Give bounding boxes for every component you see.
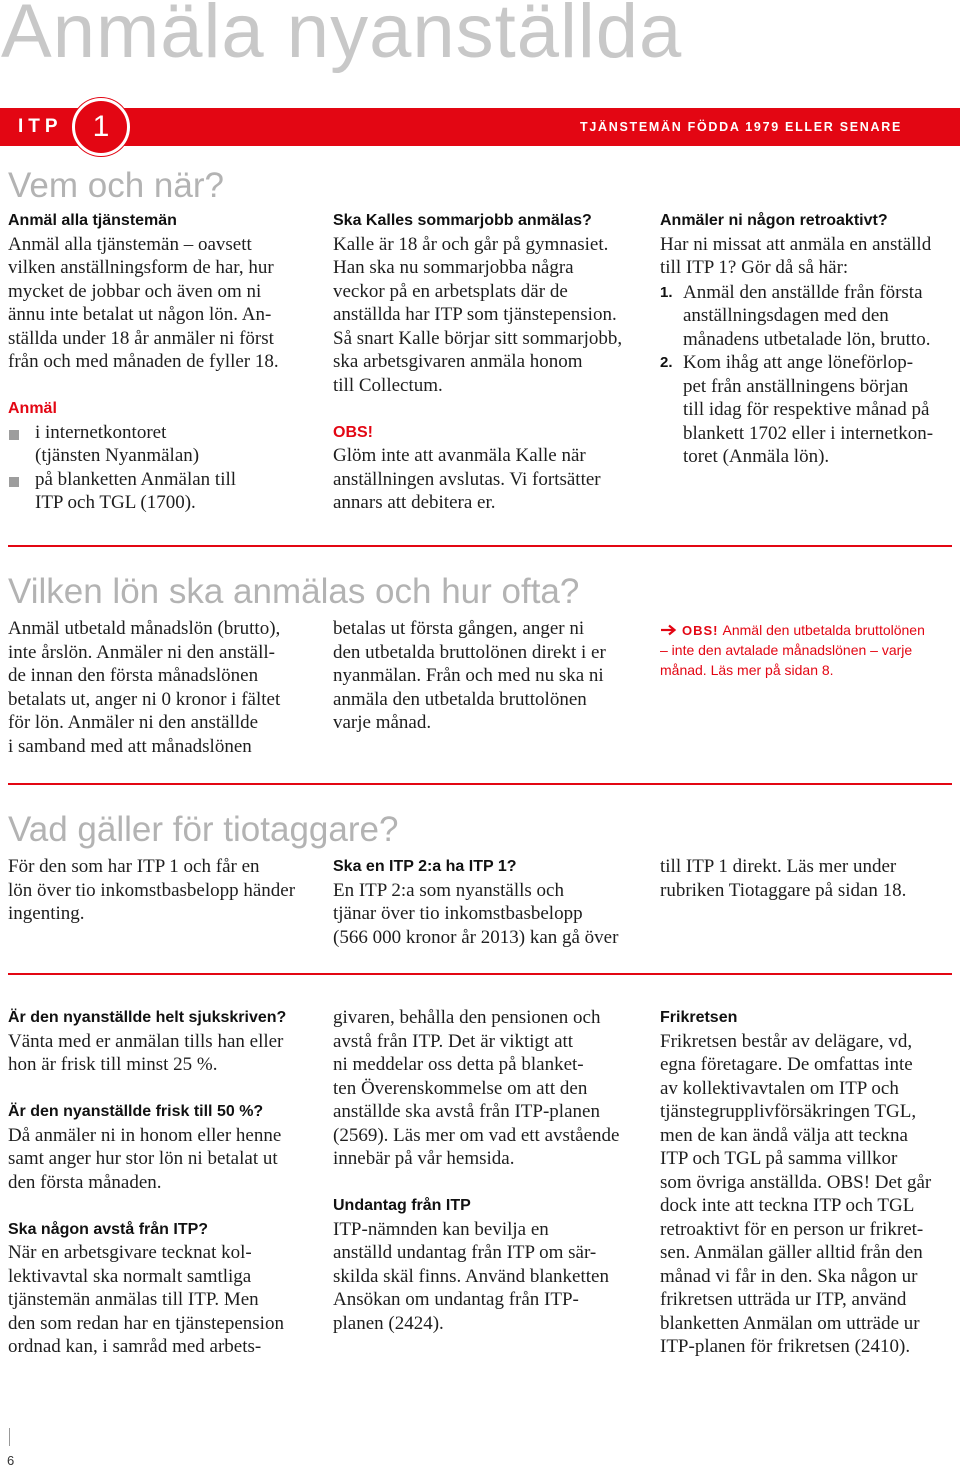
- plan-banner: [0, 108, 960, 146]
- bullet-item: [8, 421, 308, 468]
- block-heading: Ska någon avstå från ITP?: [8, 1220, 209, 1238]
- text-line: anställd undantag från ITP om sär-: [333, 1242, 597, 1263]
- text-line: Vänta med er anmälan tills han eller: [8, 1030, 284, 1052]
- block-heading: Anmäler ni någon retroaktivt?: [660, 212, 888, 229]
- column-3: [660, 855, 955, 902]
- text-line: anställningen avslutas. Vi fortsätter: [333, 468, 601, 490]
- page-title: Anmäla nyanställda: [1, 0, 683, 74]
- column-2: [333, 1006, 633, 1335]
- text-line: den som redan har en tjänstepension: [8, 1312, 284, 1334]
- page-marker-line: [9, 1428, 10, 1446]
- text-line: blanketten Anmälan om utträde ur: [660, 1312, 920, 1334]
- text-line: men de kan ändå välja att teckna: [660, 1124, 908, 1146]
- text-block: [660, 209, 955, 469]
- text-block: [660, 855, 955, 902]
- text-block: [333, 617, 633, 735]
- text-line: samt anger hur stor lön ni betalat ut: [8, 1148, 278, 1169]
- column-1: [8, 209, 308, 515]
- text-line: vilken anställningsform de har, hur: [8, 257, 274, 278]
- text-block: [8, 397, 308, 515]
- text-block: [8, 855, 308, 926]
- text-line: lön över tio inkomstbasbelopp händer: [8, 879, 296, 901]
- note-line: [660, 620, 955, 640]
- text-line: ITP och TGL på samma villkor: [660, 1148, 898, 1169]
- text-line: innebär på vår hemsida.: [333, 1148, 515, 1169]
- text-line: den första månaden.: [8, 1171, 162, 1193]
- plan-number-badge: 1: [72, 98, 130, 156]
- section-heading: Vilken lön ska anmälas och hur ofta?: [8, 572, 580, 611]
- text-line: (566 000 kronor år 2013) kan gå över: [333, 926, 619, 948]
- text-line: Har ni missat att anmäla en anställd: [660, 233, 932, 255]
- text-line: Frikretsen består av delägare, vd,: [660, 1030, 913, 1052]
- obs-note: [660, 620, 955, 680]
- text-line: tjänstegrupplivförsäkringen TGL,: [660, 1101, 917, 1122]
- bullet-item: [8, 468, 308, 515]
- bullet-text: i internetkontoret: [35, 421, 167, 443]
- text-line: tjänstemän anmälas till ITP. Men: [8, 1289, 259, 1310]
- text-block: [333, 1006, 633, 1171]
- text-block: [660, 1006, 955, 1359]
- text-line: ännu inte betalat ut någon lön. An-: [8, 304, 272, 325]
- text-line: anställda har ITP som tjänstepension.: [333, 304, 617, 325]
- text-line: Han ska nu sommarjobba några: [333, 257, 574, 278]
- column-1: [8, 1006, 308, 1359]
- block-heading: Anmäl alla tjänstemän: [8, 212, 177, 229]
- text-line: ITP-nämnden kan bevilja en: [333, 1218, 549, 1240]
- banner-audience-label: TJÄNSTEMÄN FÖDDA 1979 ELLER SENARE: [580, 120, 902, 134]
- text-block: [8, 209, 308, 374]
- text-line: planen (2424).: [333, 1312, 444, 1334]
- text-line: månad vi får in den. Ska någon ur: [660, 1265, 918, 1287]
- text-block: [8, 1218, 308, 1359]
- text-line: sen. Anmälan gäller alltid från den: [660, 1242, 923, 1263]
- text-line: betalas ut första gången, anger ni: [333, 618, 585, 639]
- bullet-square-icon: [9, 477, 19, 487]
- block-heading: Frikretsen: [660, 1009, 738, 1026]
- text-line: anställde ska avstå från ITP-planen: [333, 1101, 600, 1122]
- bullet-text: (tjänsten Nyanmälan): [35, 445, 200, 466]
- arrow-right-icon: [660, 624, 677, 636]
- step-text: månadens utbetalade lön, brutto.: [683, 328, 931, 350]
- section-heading: Vem och när?: [8, 166, 224, 205]
- text-block: [333, 421, 633, 515]
- text-block: [333, 209, 633, 397]
- step-text: pet från anställningens början: [683, 375, 909, 397]
- note-text: – inte den avtalade månadslönen – varje: [660, 642, 913, 658]
- step-text: anställningsdagen med den: [683, 305, 889, 326]
- bullet-square-icon: [9, 430, 19, 440]
- text-line: ITP-planen för frikretsen (2410).: [660, 1336, 911, 1357]
- text-line: ingenting.: [8, 903, 85, 924]
- section-heading: Vad gäller för tiotaggare?: [8, 810, 399, 849]
- text-block: [8, 1006, 308, 1077]
- text-line: Kalle är 18 år och går på gymnasiet.: [333, 233, 609, 255]
- numbered-list: [660, 281, 955, 469]
- text-block: [333, 855, 633, 949]
- text-line: veckor på en arbetsplats där de: [333, 280, 568, 302]
- note-text: månad. Läs mer på sidan 8.: [660, 662, 834, 678]
- text-line: anmäla den utbetalda bruttolönen: [333, 688, 587, 710]
- text-line: ni meddelar oss detta på blanket-: [333, 1054, 584, 1075]
- column-2: [333, 209, 633, 515]
- text-line: För den som har ITP 1 och får en: [8, 856, 260, 877]
- step-text: blankett 1702 eller i internetkon-: [683, 422, 934, 444]
- text-line: lektivavtal ska normalt samtliga: [8, 1265, 252, 1287]
- text-line: ska arbetsgivaren anmäla honom: [333, 351, 583, 372]
- text-line: mycket de jobbar och även om ni: [8, 280, 262, 302]
- text-line: betalats ut, anger ni 0 kronor i fältet: [8, 688, 281, 710]
- text-line: dock inte att teckna ITP och TGL: [660, 1195, 915, 1216]
- page-number: 6: [7, 1453, 15, 1468]
- text-line: En ITP 2:a som nyanställs och: [333, 879, 564, 901]
- block-heading: Undantag från ITP: [333, 1197, 471, 1214]
- text-line: från och med månaden de fyller 18.: [8, 351, 279, 372]
- text-line: ställda under 18 år anmäler ni först: [8, 327, 274, 349]
- column-1: [8, 617, 308, 758]
- text-line: till Collectum.: [333, 374, 443, 396]
- text-line: skilda skäl finns. Använd blanketten: [333, 1265, 609, 1287]
- step-text: Kom ihåg att ange löneförlop-: [683, 352, 914, 373]
- numbered-step: [660, 281, 955, 352]
- text-block: [333, 1194, 633, 1335]
- text-block: [8, 617, 308, 758]
- text-line: Så snart Kalle börjar sitt sommarjobb,: [333, 327, 623, 349]
- text-line: annars att debitera er.: [333, 492, 496, 513]
- text-line: av kollektivavtalen om ITP och: [660, 1077, 899, 1099]
- text-line: till ITP 1? Gör då så här:: [660, 257, 849, 278]
- note-line: [660, 640, 955, 660]
- text-line: ten Överenskommelse om att den: [333, 1077, 588, 1099]
- column-2: [333, 855, 633, 949]
- column-3: [660, 617, 955, 680]
- text-line: i samband med att månadslönen: [8, 735, 252, 757]
- text-line: När en arbetsgivare tecknat kol-: [8, 1242, 252, 1263]
- section-divider: [8, 783, 952, 785]
- text-line: Anmäl alla tjänstemän – oavsett: [8, 233, 252, 255]
- text-line: rubriken Tiotaggare på sidan 18.: [660, 879, 907, 901]
- column-1: [8, 855, 308, 926]
- section-divider: [8, 973, 952, 975]
- text-block: [8, 1100, 308, 1194]
- text-line: varje månad.: [333, 712, 432, 733]
- block-heading: Ska Kalles sommarjobb anmälas?: [333, 212, 592, 229]
- step-number: 1.: [660, 283, 673, 301]
- text-line: den utbetalda bruttolönen direkt i er: [333, 641, 606, 663]
- block-heading: Är den nyanställde frisk till 50 %?: [8, 1103, 264, 1120]
- text-line: Anmäl utbetald månadslön (brutto),: [8, 618, 281, 639]
- column-2: [333, 617, 633, 735]
- step-text: till idag för respektive månad på: [683, 399, 930, 420]
- text-line: avstå från ITP. Det är viktigt att: [333, 1030, 574, 1052]
- text-line: hon är frisk till minst 25 %.: [8, 1054, 218, 1075]
- text-line: (2569). Läs mer om vad ett avstående: [333, 1124, 620, 1146]
- step-text: Anmäl den anställde från första: [683, 281, 923, 303]
- section-divider: [8, 545, 952, 547]
- banner-plan-label: ITP: [18, 116, 63, 137]
- step-number: 2.: [660, 354, 673, 371]
- block-heading: OBS!: [333, 423, 373, 441]
- text-line: Glöm inte att avanmäla Kalle när: [333, 445, 586, 466]
- text-line: för lön. Anmäler ni den anställde: [8, 712, 259, 733]
- bullet-text: ITP och TGL (1700).: [35, 492, 196, 513]
- block-heading: Anmäl: [8, 400, 57, 417]
- block-heading: Ska en ITP 2:a ha ITP 1?: [333, 858, 517, 875]
- text-line: inte årslön. Anmäler ni den anställ-: [8, 641, 275, 663]
- text-block: [660, 620, 955, 680]
- text-line: ordnad kan, i samråd med arbets-: [8, 1336, 262, 1357]
- note-label: OBS!: [682, 623, 719, 638]
- block-heading: Är den nyanställde helt sjukskriven?: [8, 1009, 287, 1026]
- text-line: nyanmälan. Från och med nu ska ni: [333, 665, 604, 686]
- column-3: [660, 1006, 955, 1359]
- note-line: [660, 660, 955, 680]
- text-line: de innan den första månadslönen: [8, 665, 259, 686]
- text-line: egna företagare. De omfattas inte: [660, 1054, 913, 1075]
- text-line: retroaktivt för en person ur frikret-: [660, 1218, 924, 1240]
- text-line: till ITP 1 direkt. Läs mer under: [660, 856, 897, 877]
- text-line: frikretsen utträda ur ITP, använd: [660, 1289, 907, 1310]
- text-line: Då anmäler ni in honom eller henne: [8, 1124, 282, 1146]
- numbered-step: [660, 351, 955, 469]
- step-text: toret (Anmäla lön).: [683, 446, 830, 467]
- text-line: Ansökan om undantag från ITP-: [333, 1289, 579, 1310]
- column-3: [660, 209, 955, 469]
- text-line: som övriga anställda. OBS! Det går: [660, 1171, 932, 1193]
- text-line: tjänar över tio inkomstbasbelopp: [333, 903, 583, 924]
- bullet-text: på blanketten Anmälan till: [35, 468, 237, 490]
- text-line: givaren, behålla den pensionen och: [333, 1007, 601, 1028]
- note-text: Anmäl den utbetalda bruttolönen: [722, 622, 925, 638]
